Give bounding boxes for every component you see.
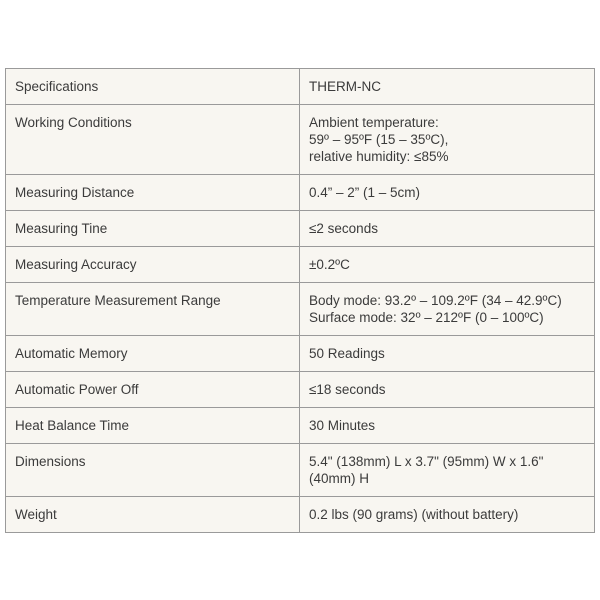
table-row <box>6 69 595 105</box>
spec-value <box>300 408 595 444</box>
spec-value <box>300 497 595 533</box>
spec-label: Automatic Memory <box>6 336 300 372</box>
spec-value <box>300 211 595 247</box>
spec-value-line: THERM-NC <box>309 79 381 94</box>
spec-value <box>300 283 595 336</box>
table-row <box>6 283 595 336</box>
spec-value <box>300 69 595 105</box>
spec-label: Automatic Power Off <box>6 372 300 408</box>
spec-value-line: ≤18 seconds <box>309 382 386 397</box>
spec-label: Measuring Tine <box>6 211 300 247</box>
table-row <box>6 211 595 247</box>
table-row <box>6 247 595 283</box>
table-row <box>6 497 595 533</box>
spec-value <box>300 175 595 211</box>
spec-value <box>300 336 595 372</box>
spec-value-line: 5.4" (138mm) L x 3.7" (95mm) W x 1.6" (40mm) H <box>309 454 544 486</box>
spec-label: Dimensions <box>6 444 300 497</box>
spec-value <box>300 372 595 408</box>
spec-value-line: Body mode: 93.2º – 109.2ºF (34 – 42.9ºC) <box>309 293 562 308</box>
spec-value-line: ±0.2ºC <box>309 257 350 272</box>
spec-label: Measuring Accuracy <box>6 247 300 283</box>
table-row <box>6 372 595 408</box>
spec-label: Working Conditions <box>6 105 300 175</box>
spec-value <box>300 105 595 175</box>
table-row <box>6 444 595 497</box>
spec-value-line: 30 Minutes <box>309 418 376 433</box>
spec-value-line: 0.4” – 2” (1 – 5cm) <box>309 185 421 200</box>
spec-label: Temperature Measurement Range <box>6 283 300 336</box>
spec-value-line: 50 Readings <box>309 346 385 361</box>
spec-label: Heat Balance Time <box>6 408 300 444</box>
spec-value-line: Surface mode: 32º – 212ºF (0 – 100ºC) <box>309 310 544 325</box>
spec-label: Specifications <box>6 69 300 105</box>
spec-value-line: Ambient temperature: <box>309 115 439 130</box>
spec-value-line: ≤2 seconds <box>309 221 378 236</box>
table-row <box>6 336 595 372</box>
spec-label: Measuring Distance <box>6 175 300 211</box>
spec-value-line: relative humidity: ≤85% <box>309 149 449 164</box>
table-row <box>6 105 595 175</box>
spec-value-line: 59º – 95ºF (15 – 35ºC), <box>309 132 449 147</box>
spec-label: Weight <box>6 497 300 533</box>
spec-value <box>300 247 595 283</box>
table-row <box>6 408 595 444</box>
specifications-table <box>5 68 595 533</box>
spec-value <box>300 444 595 497</box>
spec-value-line: 0.2 lbs (90 grams) (without battery) <box>309 507 519 522</box>
table-row <box>6 175 595 211</box>
